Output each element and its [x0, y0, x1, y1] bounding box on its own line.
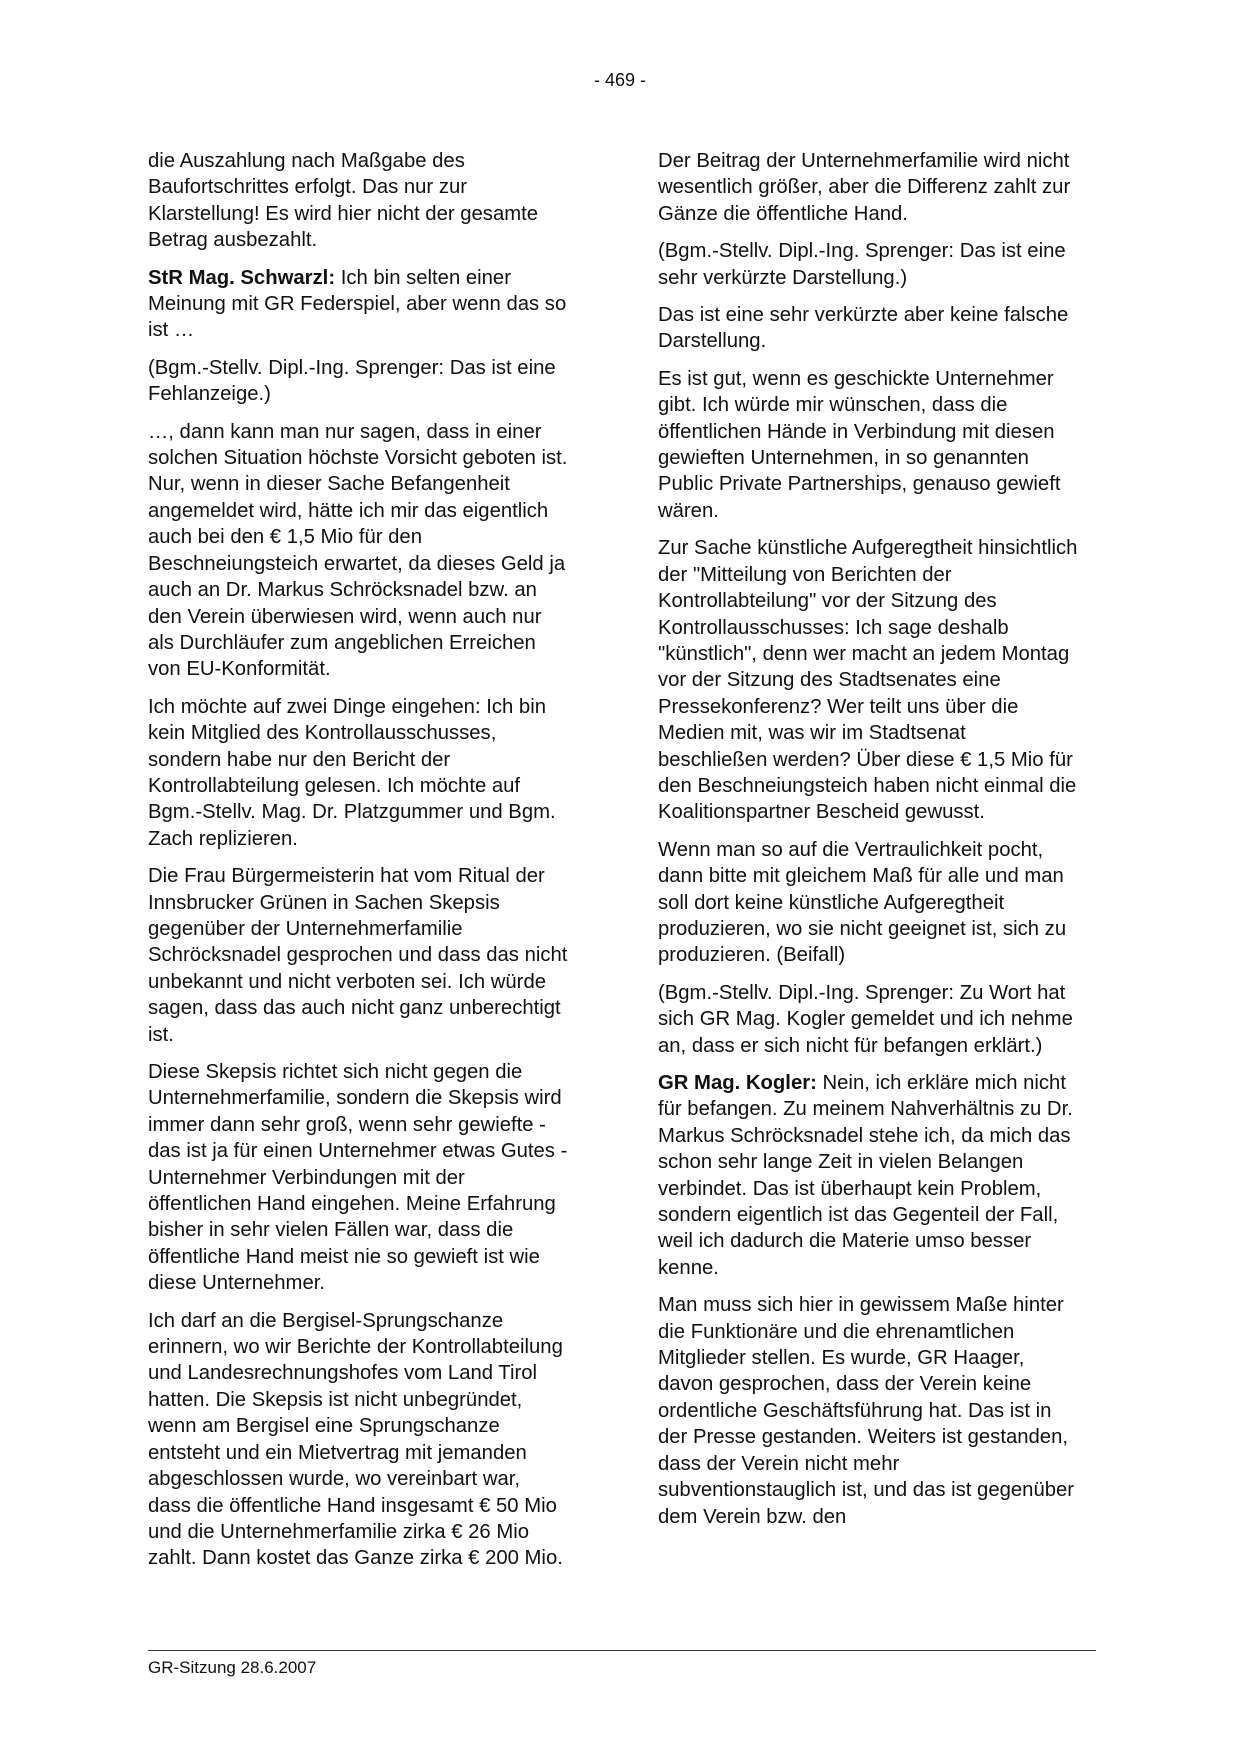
paragraph — [148, 863, 568, 1048]
page-number: - 469 - — [593, 70, 647, 90]
paragraph-text: Der Beitrag der Unternehmerfamilie wird nicht wesentlich größer, aber die Differenz zahlt zur Gänze die öffentliche Hand. — [658, 150, 1071, 225]
paragraph — [148, 355, 568, 408]
paragraph-text: …, dann kann man nur sagen, dass in einer solchen Situation höchste Vorsicht geboten ist. Nur, wenn in dieser Sache Befangenheit angemeldet wird, hätte ich mir das eigentlich auch bei den € 1,5 Mio für den Beschneiungsteich erwartet, da dieses Geld ja auch an Dr. Markus Schröcksnadel bzw. an den Verein überwiesen wird, wenn auch nur als Durchläufer zum angeblichen Erreichen von EU-Konformität. — [148, 420, 568, 681]
paragraph — [658, 238, 1078, 291]
speaker-name: GR Mag. Kogler: — [658, 1072, 817, 1094]
paragraph — [148, 419, 568, 683]
paragraph-text: Diese Skepsis richtet sich nicht gegen die Unternehmerfamilie, sondern die Skepsis wird immer dann sehr groß, wenn sehr gewiefte - das ist ja für einen Unternehmer etwas Gutes - Unternehmer Verbindungen mit der öffentlichen Hand eingehen. Meine Erfahrung bisher in sehr vielen Fällen war, dass die öffentliche Hand meist nie so gewieft ist wie diese Unternehmer. — [148, 1061, 568, 1295]
paragraph-text: (Bgm.-Stellv. Dipl.-Ing. Sprenger: Zu Wort hat sich GR Mag. Kogler gemeldet und ich nehme an, dass er sich nicht für befangen erklärt.) — [658, 981, 1073, 1057]
paragraph — [148, 148, 568, 254]
paragraph-text: Das ist eine sehr verkürzte aber keine falsche Darstellung. — [658, 304, 1069, 353]
paragraph — [148, 1308, 568, 1572]
footer-text: GR-Sitzung 28.6.2007 — [148, 1658, 317, 1677]
speaker-name: StR Mag. Schwarzl: — [148, 266, 336, 289]
paragraph — [658, 148, 1078, 227]
paragraph-text: Zur Sache künstliche Aufgeregtheit hinsichtlich der "Mitteilung von Berichten der Kontrollabteilung" vor der Sitzung des Kontrollausschusses: Ich sage deshalb "künstlich", denn wer macht an jedem Montag vor der Sitzung des Stadtsenates eine Pressekonferenz? Wer teilt uns über die Medien mit, was wir im Stadtsenat beschließen werden? Über diese € 1,5 Mio für den Beschneiungsteich haben nicht einmal die Koalitionspartner Bescheid gewusst. — [658, 537, 1078, 824]
paragraph — [658, 1070, 1078, 1281]
paragraph-text: Nein, ich erkläre mich nicht für befangen. Zu meinem Nahverhältnis zu Dr. Markus Schröcksnadel stehe ich, da mich das schon sehr lange Zeit in vielen Belangen verbindet. Das ist überhaupt kein Problem, sondern eigentlich ist das Gegenteil der Fall, weil ich dadurch die Materie umso besser kenne. — [658, 1072, 1073, 1279]
paragraph — [658, 535, 1078, 825]
paragraph — [658, 302, 1078, 355]
left-column — [148, 148, 568, 1583]
paragraph-text: Man muss sich hier in gewissem Maße hinter die Funktionäre und die ehrenamtlichen Mitglieder stellen. Es wurde, GR Haager, davon gesprochen, dass der Verein keine ordentliche Geschäftsführung hat. Das ist in der Presse gestanden. Weiters ist gestanden, dass der Verein nicht mehr subventionstauglich ist, und das ist gegenüber dem Verein bzw. den — [658, 1294, 1075, 1528]
paragraph-text: Ich bin selten einer Meinung mit GR Federspiel, aber wenn das so ist … — [148, 266, 567, 342]
paragraph-text: die Auszahlung nach Maßgabe des Baufortschrittes erfolgt. Das nur zur Klarstellung! Es wird hier nicht der gesamte Betrag ausbezahlt. — [148, 150, 539, 252]
paragraph — [148, 265, 568, 344]
footer-divider — [148, 1650, 1096, 1651]
paragraph-text: Ich möchte auf zwei Dinge eingehen: Ich bin kein Mitglied des Kontrollausschusses, sondern habe nur den Bericht der Kontrollabteilung gelesen. Ich möchte auf Bgm.-Stellv. Mag. Dr. Platzgummer und Bgm. Zach replizieren. — [148, 695, 556, 850]
paragraph-text: Es ist gut, wenn es geschickte Unternehmer gibt. Ich würde mir wünschen, dass die öffentlichen Hände in Verbindung mit diesen gewieften Unternehmen, in so genannten Public Private Partnerships, genauso gewieft wären. — [658, 367, 1061, 522]
paragraph-text: (Bgm.-Stellv. Dipl.-Ing. Sprenger: Das ist eine sehr verkürzte Darstellung.) — [658, 240, 1066, 289]
paragraph-text: Wenn man so auf die Vertraulichkeit pocht, dann bitte mit gleichem Maß für alle und man soll dort keine künstliche Aufgeregtheit produzieren, wo sie nicht geeignet ist, sich zu produzieren. (Beifall) — [658, 838, 1067, 967]
paragraph — [148, 1059, 568, 1297]
paragraph — [658, 980, 1078, 1059]
paragraph-text: Ich darf an die Bergisel-Sprungschanze erinnern, wo wir Berichte der Kontrollabteilung und Landesrechnungshofes vom Land Tirol hatten. Die Skepsis ist nicht unbegründet, wenn am Bergisel eine Sprungschanze entsteht und ein Mietvertrag mit jemanden abgeschlossen wurde, wo vereinbart war, dass die öffentliche Hand insgesamt € 50 Mio und die Unternehmerfamilie zirka € 26 Mio zahlt. Dann kostet das Ganze zirka € 200 Mio. — [148, 1309, 563, 1570]
right-column — [658, 148, 1078, 1541]
paragraph-text: Die Frau Bürgermeisterin hat vom Ritual der Innsbrucker Grünen in Sachen Skepsis gegenüber der Unternehmerfamilie Schröcksnadel gesprochen und dass das nicht unbekannt und nicht verboten sei. Ich würde sagen, dass das auch nicht ganz unberechtigt ist. — [148, 865, 568, 1046]
paragraph — [658, 366, 1078, 524]
paragraph — [658, 837, 1078, 969]
paragraph — [148, 694, 568, 852]
paragraph-text: (Bgm.-Stellv. Dipl.-Ing. Sprenger: Das ist eine Fehlanzeige.) — [148, 356, 556, 406]
paragraph — [658, 1292, 1078, 1530]
